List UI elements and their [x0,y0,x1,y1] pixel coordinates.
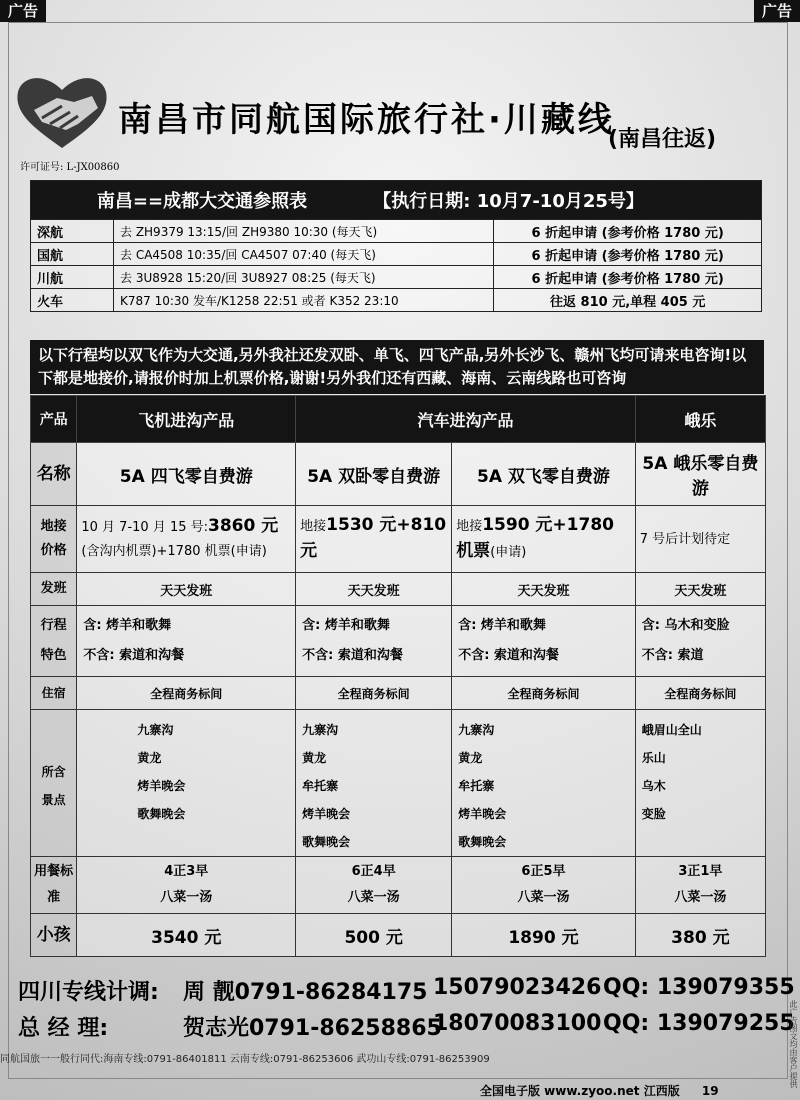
header-air: 飞机进沟产品 [77,396,296,443]
product-sights [296,710,452,857]
price-note: (申请) [490,545,527,560]
product-table [30,395,766,957]
feature-exclude: 不含: 索道和沟餐 [302,648,403,663]
price-value: 1590 元+1780 机票 [456,515,614,561]
footer-site: 全国电子版 www.zyoo.net [480,1084,640,1098]
product-sights [77,710,296,857]
ad-label-left: 广告 [0,0,46,22]
agency-title: 南昌市同航国际旅行社·川藏线 [118,100,615,140]
table-row [31,677,766,710]
contact-qq: QQ: 139079255 [603,1011,795,1036]
product-daily: 天天发班 [635,573,765,606]
airline-name: 国航 [31,243,114,266]
flight-price: 6 折起申请 (参考价格 1780 元) [494,220,762,243]
product-price [77,506,296,573]
license-number: 许可证号: L-JX00860 [20,162,120,173]
product-hotel: 全程商务标间 [452,677,636,710]
agency-subtitle: (南昌往返) [608,127,717,152]
sight-item: 歌舞晚会 [137,807,186,821]
feature-exclude: 不含: 索道 [641,648,704,663]
sight-item: 黄龙 [302,751,327,765]
meal-count: 6正4早 [351,864,396,879]
row-label-daily: 发班 [31,573,77,606]
table-row [31,710,766,857]
row-label-price: 地接价格 [31,506,77,573]
price-note: 7 号后计划待定 [639,532,731,547]
header-bus: 汽车进沟产品 [296,396,636,443]
airline-name: 深航 [31,220,114,243]
traffic-table [30,180,762,312]
row-label-hotel: 住宿 [31,677,77,710]
table-row [31,506,766,573]
table-row [31,914,766,957]
meal-count: 6正5早 [521,864,566,879]
product-name: 5A 四飞零自费游 [77,443,296,506]
header-product: 产品 [31,396,77,443]
feature-include: 含: 烤羊和歌舞 [458,618,546,633]
sight-item: 黄龙 [137,751,162,765]
table-row [31,606,766,677]
page-number: 19 [701,1084,719,1098]
contact-section [18,975,795,1047]
sight-item: 九寨沟 [302,723,339,737]
sight-item: 歌舞晚会 [302,835,351,849]
sight-item: 乌木 [641,779,666,793]
meal-standard: 八菜一汤 [674,890,727,905]
child-price: 380 元 [635,914,765,957]
sight-item: 九寨沟 [458,723,495,737]
product-features [77,606,296,677]
meal-standard: 八菜一汤 [160,890,213,905]
header-emei: 峨乐 [635,396,765,443]
contact-name-phone: 贺志光0791-86258865 [183,1016,442,1041]
product-features [452,606,636,677]
price-note: (含沟内机票)+1780 机票(申请) [81,544,267,559]
meal-standard: 八菜一汤 [517,890,570,905]
table-row [31,289,762,312]
traffic-table-header [31,181,762,220]
feature-include: 含: 烤羊和歌舞 [302,618,390,633]
product-price [635,506,765,573]
contact-name-phone: 周 靓0791-86284175 [183,980,428,1005]
child-price: 1890 元 [452,914,636,957]
child-price: 500 元 [296,914,452,957]
product-hotel: 全程商务标间 [635,677,765,710]
product-name: 5A 双飞零自费游 [452,443,636,506]
footer-edition: 江西版 [643,1084,680,1098]
flight-price: 6 折起申请 (参考价格 1780 元) [494,266,762,289]
sight-item: 变脸 [641,807,666,821]
product-meal [635,857,765,914]
sight-item: 黄龙 [458,751,483,765]
product-meal [296,857,452,914]
notice-banner: 以下行程均以双飞作为大交通,另外我社还发双卧、单飞、四飞产品,另外长沙飞、赣州飞均可请来电咨询!以下都是地接价,请报价时加上机票价格,谢谢!另外我们还有西藏、海南、云南线路也可咨询 [30,340,764,394]
table-row [31,220,762,243]
product-daily: 天天发班 [296,573,452,606]
product-table-header [31,396,766,443]
table-row [31,857,766,914]
sight-item: 峨眉山全山 [641,723,702,737]
other-lines: 同航国旅一一般行同代:海南专线:0791-86401811 云南专线:0791-86253606 武功山专线:0791-86253909 [0,1054,490,1065]
page-footer [480,1082,719,1099]
feature-include: 含: 烤羊和歌舞 [83,618,172,633]
price-prefix: 地接 [456,519,483,534]
contact-mobile: 15079023426 [433,975,602,1000]
flight-info: K787 10:30 发车/K1258 22:51 或者 K352 23:10 [114,289,494,312]
feature-include: 含: 乌木和变脸 [641,618,730,633]
meal-count: 4正3早 [164,864,209,879]
contact-row [18,1011,795,1047]
sight-item: 烤羊晚会 [302,807,351,821]
contact-qq: QQ: 139079355 [603,975,795,1000]
table-row [31,443,766,506]
product-sights [635,710,765,857]
sight-item: 九寨沟 [137,723,174,737]
row-label-child: 小孩 [31,914,77,957]
product-features [635,606,765,677]
product-hotel: 全程商务标间 [296,677,452,710]
feature-exclude: 不含: 索道和沟餐 [458,648,559,663]
contact-role: 四川专线计调: [18,980,159,1005]
child-price: 3540 元 [77,914,296,957]
side-note: 此广告图文均由客户提供 [789,1000,798,1088]
sight-item: 牟托寨 [458,779,495,793]
contact-row [18,975,795,1011]
product-meal [77,857,296,914]
airline-name: 火车 [31,289,114,312]
product-name: 5A 双卧零自费游 [296,443,452,506]
table-row [31,243,762,266]
product-name: 5A 峨乐零自费游 [635,443,765,506]
product-hotel: 全程商务标间 [77,677,296,710]
traffic-title: 南昌==成都大交通参照表 [96,191,308,212]
price-value: 3860 元 [208,516,279,536]
table-row [31,573,766,606]
sight-item: 乐山 [641,751,666,765]
product-price [296,506,452,573]
sight-item: 歌舞晚会 [458,835,507,849]
flight-price: 6 折起申请 (参考价格 1780 元) [494,243,762,266]
price-value: 1530 元+810 元 [300,515,447,561]
row-label-name: 名称 [31,443,77,506]
row-label-sights: 所含景点 [31,710,77,857]
sight-item: 烤羊晚会 [458,807,507,821]
product-price [452,506,636,573]
sight-item: 牟托寨 [302,779,339,793]
table-row [31,266,762,289]
product-meal [452,857,636,914]
product-features [296,606,452,677]
flight-info: 去 3U8928 15:20/回 3U8927 08:25 (每天飞) [114,266,494,289]
product-sights [452,710,636,857]
row-label-meal: 用餐标准 [31,857,77,914]
price-prefix: 10 月 7-10 月 15 号: [81,520,209,535]
handshake-heart-logo-icon [12,72,112,152]
price-prefix: 地接 [300,519,327,534]
ad-label-right: 广告 [754,0,800,22]
flight-info: 去 CA4508 10:35/回 CA4507 07:40 (每天飞) [114,243,494,266]
airline-name: 川航 [31,266,114,289]
meal-count: 3正1早 [678,864,723,879]
meal-standard: 八菜一汤 [347,890,400,905]
contact-mobile: 18070083100 [433,1011,602,1036]
flight-price: 往返 810 元,单程 405 元 [494,289,762,312]
traffic-date: 【执行日期: 10月7-10月25号】 [373,191,644,212]
product-daily: 天天发班 [77,573,296,606]
row-label-features: 行程特色 [31,606,77,677]
feature-exclude: 不含: 索道和沟餐 [83,648,185,663]
flight-info: 去 ZH9379 13:15/回 ZH9380 10:30 (每天飞) [114,220,494,243]
product-daily: 天天发班 [452,573,636,606]
sight-item: 烤羊晚会 [137,779,186,793]
contact-role: 总 经 理: [18,1016,109,1041]
